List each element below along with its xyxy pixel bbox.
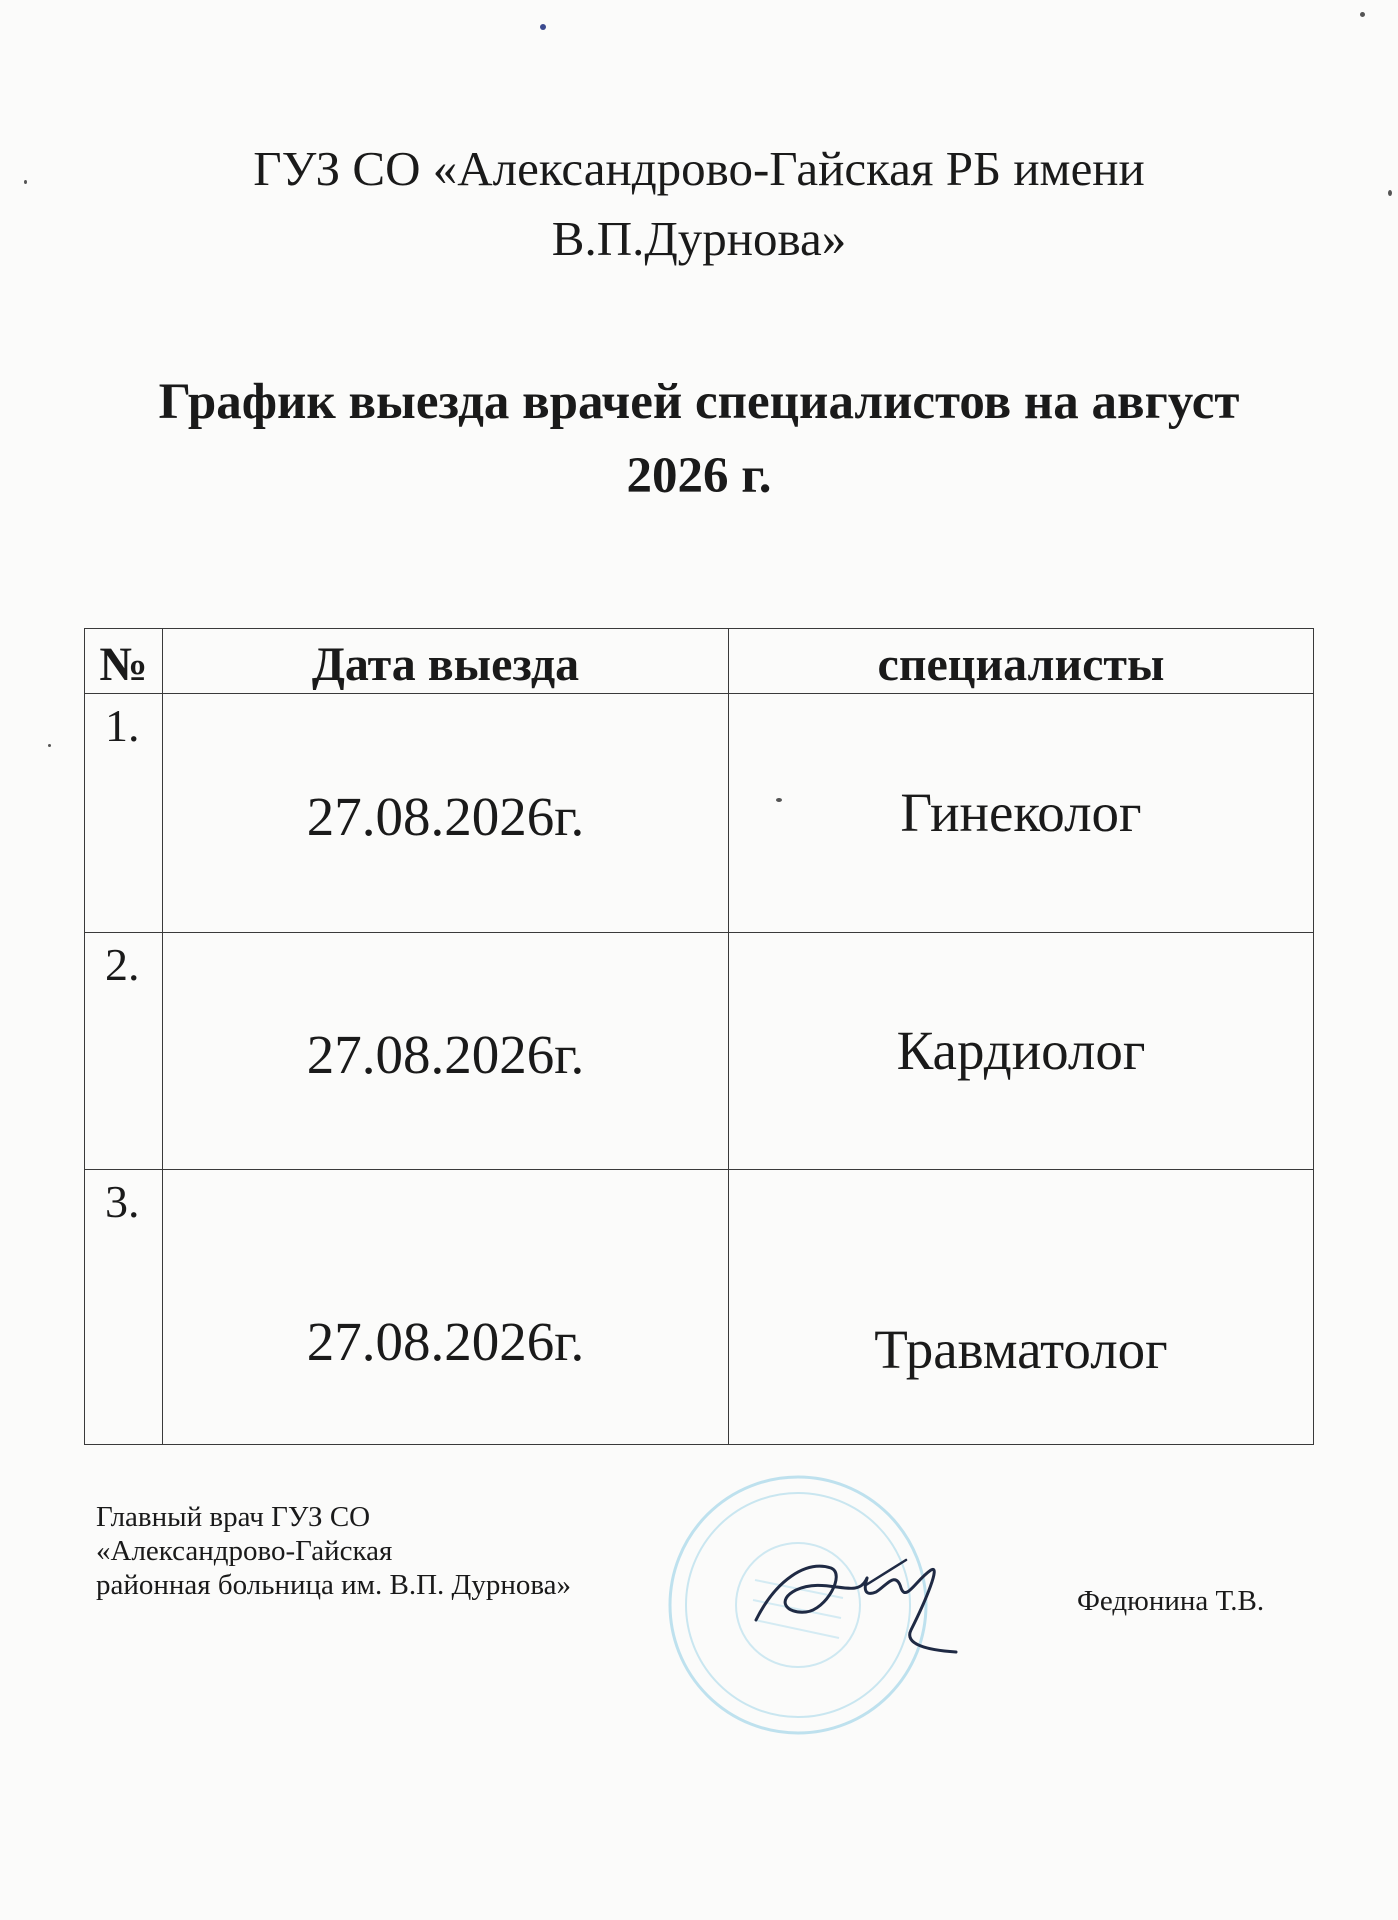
scan-speck — [540, 24, 546, 30]
table-header-row — [85, 629, 1314, 694]
row-date: 27.08.2026г. — [163, 1170, 729, 1445]
signatory-name: Федюнина Т.В. — [1077, 1585, 1265, 1617]
row-number: 3. — [85, 1170, 163, 1445]
position-line-1: Главный врач ГУЗ СО — [96, 1501, 371, 1533]
schedule-table — [84, 628, 1314, 1445]
title-line-2: 2026 г. — [626, 448, 772, 504]
row-specialist: Кардиолог — [729, 933, 1314, 1170]
row-date: 27.08.2026г. — [163, 694, 729, 933]
scan-speck — [776, 798, 782, 802]
scan-speck — [1388, 190, 1392, 196]
organization-line-1: ГУЗ СО «Александрово-Гайская РБ имени — [253, 141, 1145, 196]
row-date: 27.08.2026г. — [163, 933, 729, 1170]
handwritten-signature-icon — [736, 1540, 996, 1670]
table-row — [85, 933, 1314, 1170]
header-specialists: специалисты — [729, 629, 1314, 694]
row-specialist: Гинеколог — [729, 694, 1314, 933]
row-number: 2. — [85, 933, 163, 1170]
scan-speck — [1360, 12, 1365, 17]
organization-line-2: В.П.Дурнова» — [551, 211, 847, 266]
document-title — [0, 365, 1398, 513]
signatory-position — [96, 1500, 571, 1602]
position-line-3: районная больница им. В.П. Дурнова» — [96, 1569, 572, 1601]
table-row — [85, 694, 1314, 933]
position-line-2: «Александрово-Гайская — [96, 1535, 393, 1567]
header-date: Дата выезда — [163, 629, 729, 694]
scan-speck — [48, 744, 51, 747]
row-specialist: Травматолог — [729, 1170, 1314, 1445]
organization-name — [0, 134, 1398, 274]
table-row — [85, 1170, 1314, 1445]
row-number: 1. — [85, 694, 163, 933]
title-line-1: График выезда врачей специалистов на август — [158, 374, 1240, 430]
header-number: № — [85, 629, 163, 694]
scan-speck — [24, 180, 27, 184]
